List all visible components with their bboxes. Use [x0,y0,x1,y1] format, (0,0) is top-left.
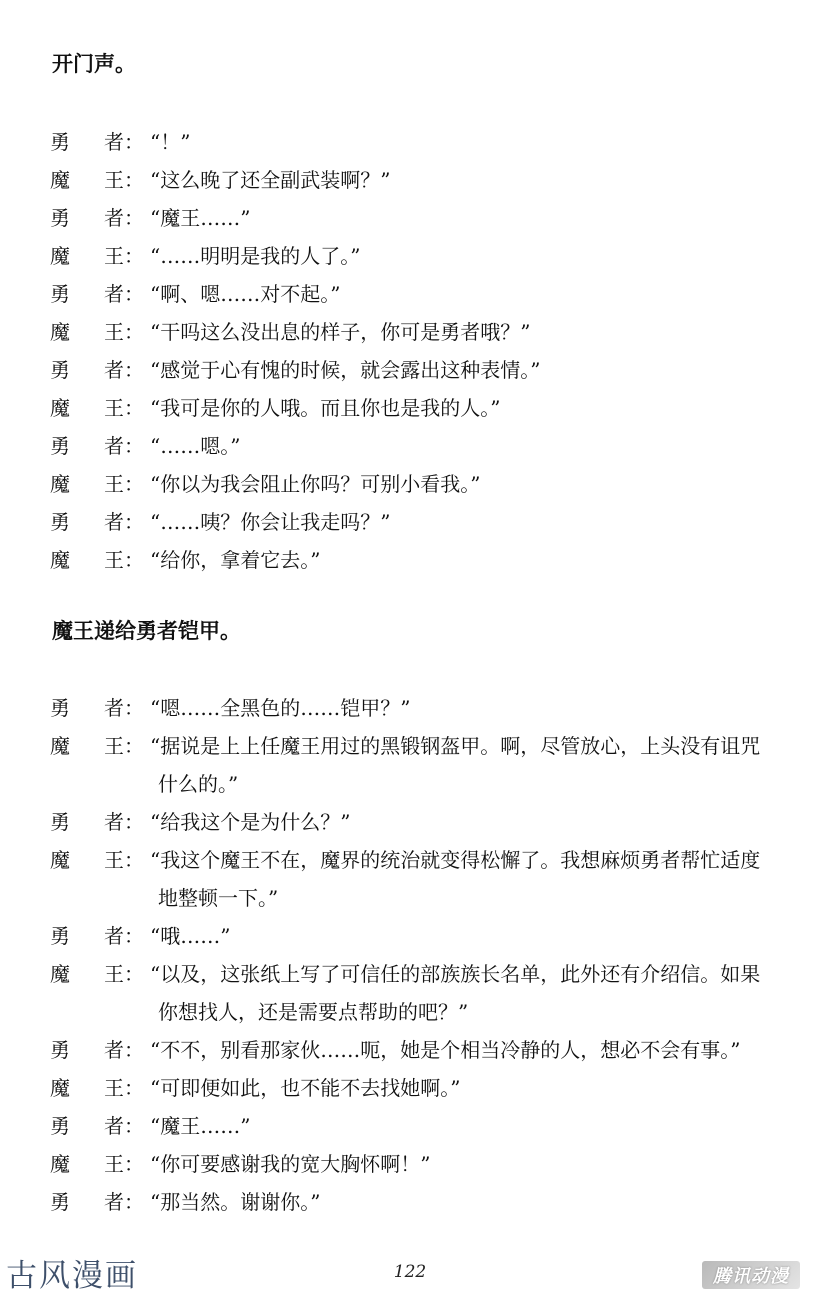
speaker-char-2: 王： [104,472,144,496]
dialogue-line [150,1183,780,1221]
dialogue-line [150,275,780,313]
speaker-char-2: 者： [104,1038,144,1062]
speaker-char-1: 勇 [50,1190,70,1214]
dialogue-line [150,503,780,541]
speaker-char-2: 者： [104,1190,144,1214]
speaker-char-2: 者： [104,282,144,306]
dialogue-text: “嗯……全黑色的……铠甲？” [150,696,411,720]
dialogue-row [0,313,820,351]
dialogue-line [150,389,780,427]
dialogue-text: “魔王……” [150,206,251,230]
watermark-gufeng: 古风漫画 [6,1258,138,1294]
speaker-char-1: 魔 [50,396,70,420]
dialogue-continuation: 什么的。” [158,772,239,796]
speaker-char-2: 者： [104,924,144,948]
dialogue-line [150,1069,780,1107]
speaker-char-2: 王： [104,168,144,192]
speaker-char-2: 王： [104,962,144,986]
dialogue-line [150,1107,780,1145]
speaker-char-2: 王： [104,1076,144,1100]
dialogue-line [150,917,780,955]
dialogue-row [0,1183,820,1221]
dialogue-continuation: 地整顿一下。” [158,886,279,910]
speaker-char-2: 者： [104,1114,144,1138]
dialogue-text: “你以为我会阻止你吗？可别小看我。” [150,472,481,496]
dialogue-text: “据说是上上任魔王用过的黑锻钢盔甲。啊，尽管放心，上头没有诅咒 [150,734,761,758]
speaker-char-1: 魔 [50,472,70,496]
speaker-char-1: 勇 [50,358,70,382]
dialogue-line [150,841,780,917]
speaker-char-2: 王： [104,734,144,758]
speaker-char-1: 勇 [50,206,70,230]
speaker-char-1: 勇 [50,282,70,306]
speaker-char-1: 勇 [50,1114,70,1138]
dialogue-line [150,199,780,237]
dialogue-line [150,465,780,503]
dialogue-text: “干吗这么没出息的样子，你可是勇者哦？” [150,320,531,344]
speaker-char-2: 王： [104,548,144,572]
dialogue-continuation: 你想找人，还是需要点帮助的吧？” [158,1000,469,1024]
speaker-char-1: 魔 [50,244,70,268]
dialogue-text: “给我这个是为什么？” [150,810,351,834]
dialogue-line [150,727,780,803]
dialogue-text: “……明明是我的人了。” [150,244,361,268]
dialogue-row [0,465,820,503]
dialogue-text: “啊、嗯……对不起。” [150,282,341,306]
dialogue-text: “不不，别看那家伙……呃，她是个相当冷静的人，想必不会有事。” [150,1038,741,1062]
dialogue-line [150,689,780,727]
dialogue-text: “魔王……” [150,1114,251,1138]
dialogue-row [0,841,820,917]
dialogue-line [150,237,780,275]
dialogue-row [0,503,820,541]
dialogue-row [0,1107,820,1145]
dialogue-line [150,1145,780,1183]
dialogue-row [0,727,820,803]
dialogue-line [150,427,780,465]
dialogue-text: “……咦？你会让我走吗？” [150,510,391,534]
dialogue-row [0,427,820,465]
dialogue-row [0,389,820,427]
speaker-char-2: 王： [104,244,144,268]
dialogue-row [0,161,820,199]
speaker-char-2: 者： [104,810,144,834]
dialogue-text: “以及，这张纸上写了可信任的部族族长名单，此外还有介绍信。如果 [150,962,761,986]
dialogue-line [150,351,780,389]
dialogue-section-2 [0,689,820,1221]
speaker-char-2: 王： [104,396,144,420]
speaker-char-1: 勇 [50,434,70,458]
speaker-char-2: 者： [104,130,144,154]
dialogue-section-1 [0,123,820,579]
dialogue-line [150,161,780,199]
dialogue-line [150,123,780,161]
speaker-char-1: 魔 [50,168,70,192]
speaker-char-1: 魔 [50,962,70,986]
speaker-char-1: 勇 [50,130,70,154]
speaker-char-1: 魔 [50,734,70,758]
dialogue-row [0,917,820,955]
dialogue-text: “这么晚了还全副武装啊？” [150,168,391,192]
dialogue-row [0,123,820,161]
dialogue-line [150,541,780,579]
speaker-char-2: 王： [104,1152,144,1176]
speaker-char-1: 魔 [50,1152,70,1176]
dialogue-line [150,955,780,1031]
page-number: 122 [393,1262,427,1282]
speaker-char-1: 勇 [50,810,70,834]
dialogue-row [0,199,820,237]
dialogue-text: “给你，拿着它去。” [150,548,321,572]
speaker-char-2: 者： [104,358,144,382]
dialogue-line [150,313,780,351]
speaker-char-1: 魔 [50,1076,70,1100]
dialogue-row [0,689,820,727]
speaker-char-2: 者： [104,206,144,230]
stage-direction-heading: 开门声。 [52,52,136,76]
dialogue-row [0,803,820,841]
dialogue-text: “那当然。谢谢你。” [150,1190,321,1214]
dialogue-text: “我这个魔王不在，魔界的统治就变得松懈了。我想麻烦勇者帮忙适度 [150,848,761,872]
dialogue-text: “你可要感谢我的宽大胸怀啊！” [150,1152,431,1176]
dialogue-text: “哦……” [150,924,231,948]
dialogue-text: “！” [150,130,191,154]
speaker-char-1: 魔 [50,848,70,872]
speaker-char-1: 勇 [50,696,70,720]
speaker-char-2: 者： [104,696,144,720]
speaker-char-1: 勇 [50,510,70,534]
dialogue-text: “……嗯。” [150,434,241,458]
dialogue-row [0,1145,820,1183]
dialogue-row [0,1069,820,1107]
speaker-char-2: 者： [104,434,144,458]
dialogue-text: “感觉于心有愧的时候，就会露出这种表情。” [150,358,541,382]
dialogue-row [0,237,820,275]
speaker-char-2: 王： [104,320,144,344]
speaker-char-1: 魔 [50,320,70,344]
speaker-char-1: 勇 [50,924,70,948]
dialogue-row [0,541,820,579]
dialogue-text: “我可是你的人哦。而且你也是我的人。” [150,396,501,420]
stage-direction-heading: 魔王递给勇者铠甲。 [52,619,241,643]
speaker-char-1: 勇 [50,1038,70,1062]
dialogue-line [150,803,780,841]
dialogue-line [150,1031,780,1069]
speaker-char-1: 魔 [50,548,70,572]
dialogue-row [0,955,820,1031]
dialogue-row [0,351,820,389]
dialogue-row [0,1031,820,1069]
speaker-char-2: 者： [104,510,144,534]
dialogue-row [0,275,820,313]
watermark-tencent-comic: 腾讯动漫 [702,1261,800,1289]
speaker-char-2: 王： [104,848,144,872]
dialogue-text: “可即便如此，也不能不去找她啊。” [150,1076,461,1100]
